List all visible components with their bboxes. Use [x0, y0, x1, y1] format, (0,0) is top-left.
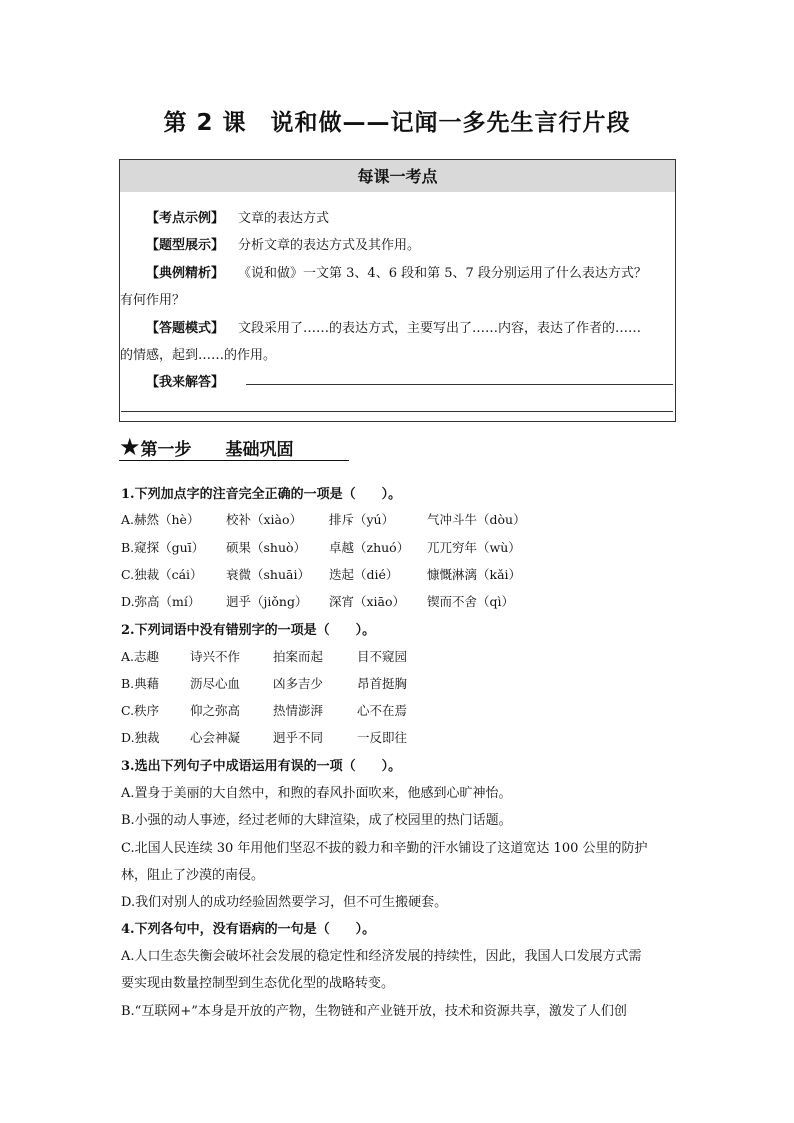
- option-word: 目不窥园: [357, 649, 408, 664]
- question-stem: 3.选出下列句子中成语运用有误的一项（ ）。: [121, 759, 402, 774]
- option-word: 沥尽心血: [190, 676, 241, 691]
- row-continuation: 的情感，起到……的作用。: [120, 348, 277, 363]
- question-stem: 4.下列各句中，没有语病的一句是（ ）。: [121, 922, 376, 937]
- option-word: 排斥（yú）: [329, 512, 395, 527]
- option-word: 昂首挺胸: [357, 676, 408, 691]
- row-label: 【题型展示】: [146, 238, 225, 253]
- option-word: 硕果（shuò）: [226, 540, 307, 555]
- option-b: B.小强的动人事迹，经过老师的大肆渲染，成了校园里的热门话题。: [121, 813, 512, 828]
- option-word: 校补（xiào）: [226, 512, 303, 527]
- option-word: 一反即往: [357, 730, 408, 745]
- row-text: 分析文章的表达方式及其作用。: [238, 238, 421, 253]
- option-word: 锲而不舍（qì）: [427, 594, 514, 609]
- question-stem: 1.下列加点字的注音完全正确的一项是（ ）。: [121, 487, 402, 502]
- option-word: 诗兴不作: [190, 649, 241, 664]
- option-d: D.我们对别人的成功经验固然要学习，但不可生搬硬套。: [121, 895, 448, 910]
- option-word: 迭起（dié）: [329, 567, 399, 582]
- option-b: B.窥探（guī）: [121, 540, 205, 555]
- option-b: B.典藉: [121, 676, 160, 691]
- box-row: [146, 207, 329, 226]
- option-a: A.志趣: [121, 649, 160, 664]
- option-word: 拍案而起: [273, 649, 324, 664]
- row-label: 【答题模式】: [146, 321, 225, 336]
- row-continuation: 有何作用？: [120, 293, 186, 308]
- option-a: A.赫然（hè）: [121, 512, 200, 527]
- answer-line: [121, 411, 673, 412]
- box-header: 每课一考点: [120, 160, 675, 192]
- option-word: 迥乎（jiǒng）: [226, 594, 308, 609]
- row-label: 【我来解答】: [146, 375, 225, 390]
- step-heading: [119, 434, 349, 461]
- row-text: 文段采用了……的表达方式，主要写出了……内容，表达了作者的……: [238, 321, 642, 336]
- option-c: C.北国人民连续 30 年用他们坚忍不拔的毅力和辛勤的汗水铺设了这道宽达 100 公里的防护: [121, 841, 648, 856]
- option-word: 凶多吉少: [273, 676, 324, 691]
- option-c-cont: 林，阻止了沙漠的南侵。: [121, 868, 265, 883]
- box-row: [146, 262, 647, 281]
- option-word: 气冲斗牛（dòu）: [427, 512, 526, 527]
- row-text: 文章的表达方式: [238, 211, 330, 226]
- option-a: A.置身于美丽的大自然中，和煦的春风扑面吹来，他感到心旷神怡。: [121, 786, 512, 801]
- page-title: 第 2 课 说和做——记闻一多先生言行片段: [163, 110, 631, 136]
- option-word: 心会神凝: [190, 730, 241, 745]
- box-row: [146, 234, 420, 253]
- option-word: 卓越（zhuó）: [329, 540, 410, 555]
- box-row: [146, 317, 641, 336]
- option-a-cont: 要实现由数量控制型到生态优化型的战略转变。: [121, 976, 395, 991]
- option-word: 衰微（shuāi）: [226, 567, 310, 582]
- option-d: D.独裁: [121, 730, 160, 745]
- option-word: 慷慨淋漓（kǎi）: [427, 567, 522, 582]
- row-label: 【考点示例】: [146, 211, 225, 226]
- option-word: 兀兀穷年（wù）: [427, 540, 521, 555]
- option-word: 深宵（xiāo）: [329, 594, 406, 609]
- option-c: C.独裁（cái）: [121, 567, 203, 582]
- box-row: [146, 371, 224, 390]
- row-text: 《说和做》一文第 3、4、6 段和第 5、7 段分别运用了什么表达方式？: [238, 266, 647, 281]
- option-word: 迥乎不同: [273, 730, 324, 745]
- answer-line: [246, 384, 673, 385]
- question-stem: 2.下列词语中没有错别字的一项是（ ）。: [121, 623, 376, 638]
- row-label: 【典例精析】: [146, 266, 225, 281]
- step-label: 第一步 基础巩固: [140, 440, 294, 460]
- option-d: D.弥高（mí）: [121, 594, 201, 609]
- option-c: C.秩序: [121, 703, 160, 718]
- star-icon: ★: [119, 433, 141, 461]
- option-word: 仰之弥高: [190, 703, 241, 718]
- option-word: 心不在焉: [357, 703, 408, 718]
- option-word: 热情澎湃: [273, 703, 324, 718]
- option-b: B.“互联网+”本身是开放的产物，生物链和产业链开放，技术和资源共享，激发了人们创: [121, 1004, 627, 1019]
- option-a: A.人口生态失衡会破坏社会发展的稳定性和经济发展的持续性，因此，我国人口发展方式需: [121, 949, 642, 964]
